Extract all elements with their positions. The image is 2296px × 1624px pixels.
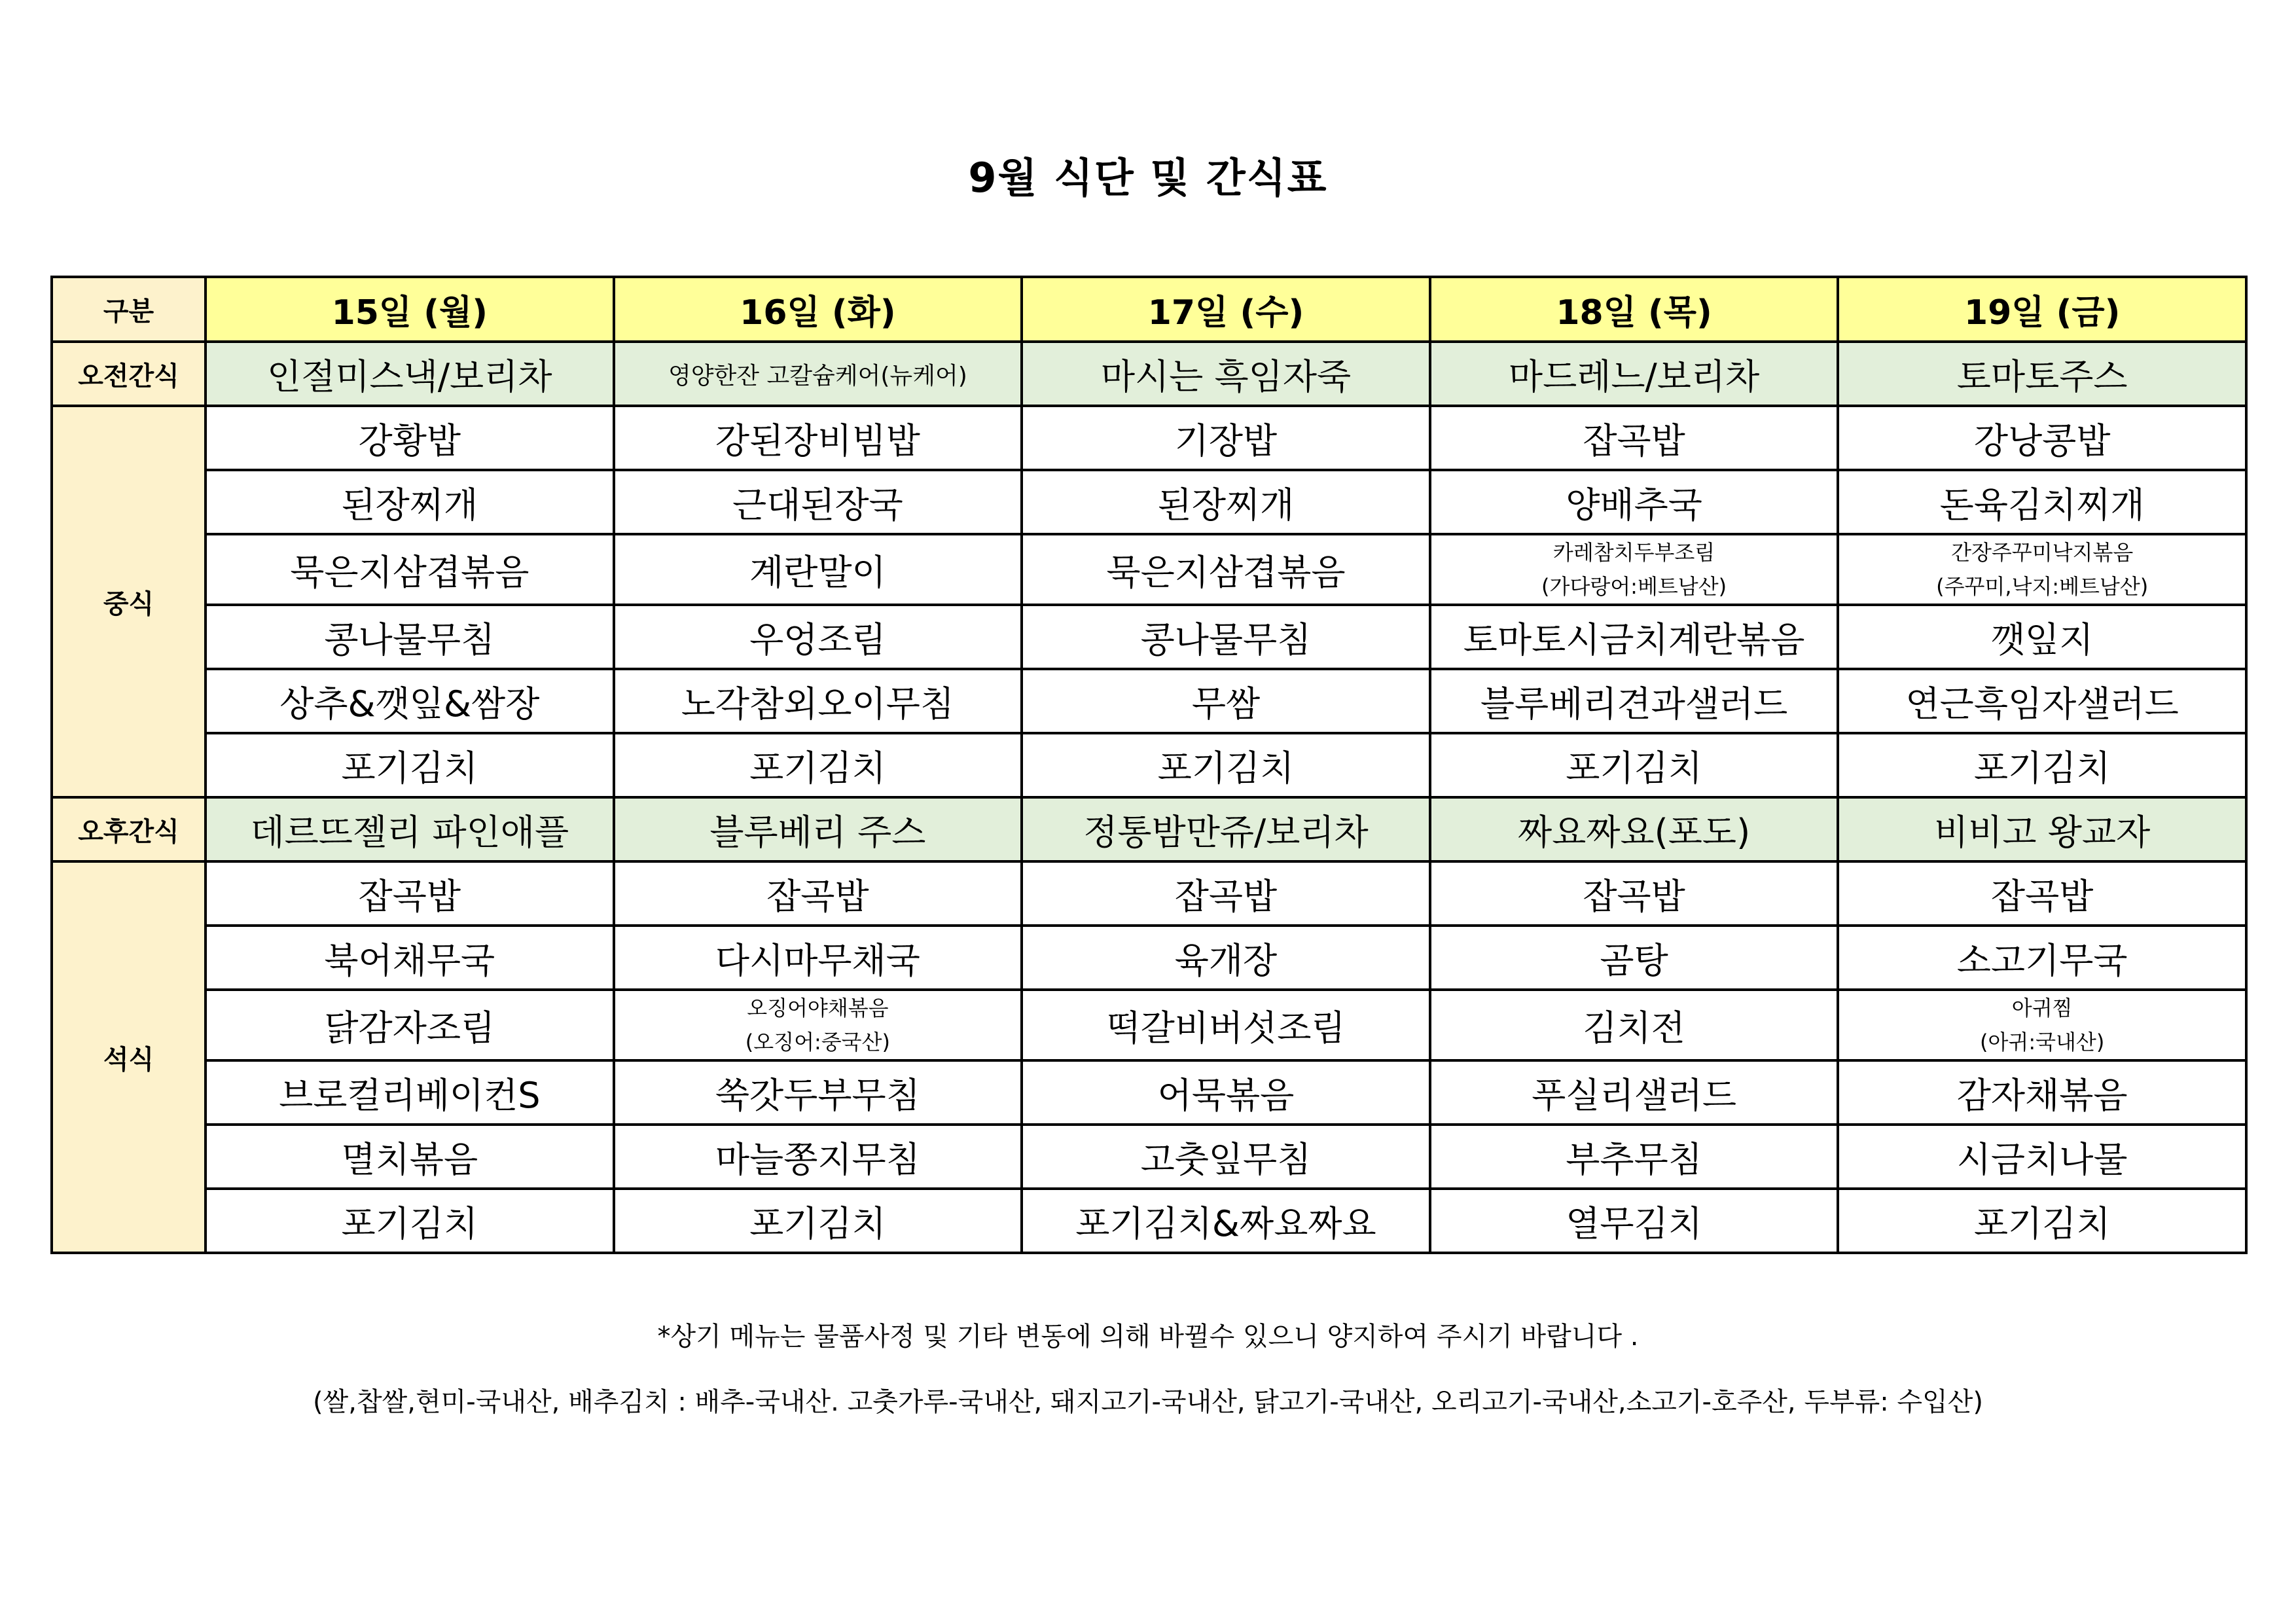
menu-cell: 닭감자조림 — [206, 990, 614, 1060]
menu-cell: 육개장 — [1022, 926, 1430, 990]
dinner-row — [52, 861, 2246, 926]
day-header-wed: 17일 (수) — [1022, 277, 1430, 342]
menu-cell: 포기김치&짜요짜요 — [1022, 1189, 1430, 1253]
origin-note: (주꾸미,낙지:베트남산) — [1936, 574, 2149, 599]
dinner-row — [52, 990, 2246, 1060]
lunch-row — [52, 669, 2246, 733]
menu-cell: 다시마무채국 — [614, 926, 1022, 990]
menu-cell: 강황밥 — [206, 406, 614, 470]
menu-cell: 포기김치 — [1430, 733, 1839, 797]
menu-cell: 데르뜨젤리 파인애플 — [206, 797, 614, 861]
menu-cell: 잡곡밥 — [1022, 861, 1430, 926]
menu-cell: 고춧잎무침 — [1022, 1125, 1430, 1189]
menu-cell: 멸치볶음 — [206, 1125, 614, 1189]
dinner-row — [52, 1125, 2246, 1189]
menu-cell: 우엉조림 — [614, 605, 1022, 669]
menu-cell: 잡곡밥 — [1838, 861, 2246, 926]
header-row — [52, 277, 2246, 342]
menu-cell: 김치전 — [1430, 990, 1839, 1060]
menu-cell: 포기김치 — [1838, 1189, 2246, 1253]
menu-cell: 푸실리샐러드 — [1430, 1060, 1839, 1125]
header-label: 구분 — [52, 277, 206, 342]
menu-cell: 포기김치 — [1838, 733, 2246, 797]
menu-cell: 마시는 흑임자죽 — [1022, 342, 1430, 406]
menu-cell: 묵은지삼겹볶음 — [1022, 534, 1430, 605]
menu-cell: 쑥갓두부무침 — [614, 1060, 1022, 1125]
menu-cell: 정통밤만쥬/보리차 — [1022, 797, 1430, 861]
menu-cell: 돈육김치찌개 — [1838, 470, 2246, 534]
lunch-row — [52, 406, 2246, 470]
menu-cell: 깻잎지 — [1838, 605, 2246, 669]
lunch-row — [52, 605, 2246, 669]
menu-cell: 기장밥 — [1022, 406, 1430, 470]
menu-cell: 포기김치 — [206, 733, 614, 797]
menu-cell: 콩나물무침 — [206, 605, 614, 669]
day-header-fri: 19일 (금) — [1838, 277, 2246, 342]
menu-cell: 근대된장국 — [614, 470, 1022, 534]
menu-item-name: 간장주꾸미낙지볶음 — [1951, 540, 2134, 565]
menu-cell: 강된장비빔밥 — [614, 406, 1022, 470]
menu-item-name: 오징어야채볶음 — [747, 996, 889, 1020]
menu-cell: 인절미스낵/보리차 — [206, 342, 614, 406]
menu-cell: 무쌈 — [1022, 669, 1430, 733]
menu-cell: 묵은지삼겹볶음 — [206, 534, 614, 605]
menu-cell: 강낭콩밥 — [1838, 406, 2246, 470]
lunch-label: 중식 — [52, 406, 206, 797]
menu-cell: 포기김치 — [614, 1189, 1022, 1253]
menu-cell: 비비고 왕교자 — [1838, 797, 2246, 861]
menu-cell-with-origin — [1430, 534, 1839, 605]
menu-table — [50, 276, 2248, 1254]
menu-cell: 콩나물무침 — [1022, 605, 1430, 669]
menu-cell: 어묵볶음 — [1022, 1060, 1430, 1125]
day-header-thu: 18일 (목) — [1430, 277, 1839, 342]
menu-cell: 떡갈비버섯조림 — [1022, 990, 1430, 1060]
menu-cell: 포기김치 — [614, 733, 1022, 797]
day-header-tue: 16일 (화) — [614, 277, 1022, 342]
dinner-label: 석식 — [52, 861, 206, 1253]
menu-cell: 영양한잔 고칼슘케어(뉴케어) — [614, 342, 1022, 406]
menu-cell: 된장찌개 — [1022, 470, 1430, 534]
menu-cell: 된장찌개 — [206, 470, 614, 534]
afternoon-snack-label: 오후간식 — [52, 797, 206, 861]
menu-cell: 부추무침 — [1430, 1125, 1839, 1189]
dinner-row — [52, 1060, 2246, 1125]
page-title: 9월 식단 및 간식표 — [968, 154, 1328, 202]
origin-note: (아귀:국내산) — [1980, 1030, 2105, 1055]
lunch-row — [52, 534, 2246, 605]
menu-item-name: 아귀찜 — [2011, 996, 2073, 1020]
menu-cell-with-origin — [614, 990, 1022, 1060]
menu-change-notice: *상기 메뉴는 물품사정 및 기타 변동에 의해 바뀔수 있으니 양지하여 주시기 바랍니다 . — [657, 1322, 1639, 1352]
menu-cell: 감자채볶음 — [1838, 1060, 2246, 1125]
menu-cell: 연근흑임자샐러드 — [1838, 669, 2246, 733]
menu-cell: 블루베리 주스 — [614, 797, 1022, 861]
day-header-mon: 15일 (월) — [206, 277, 614, 342]
menu-cell: 포기김치 — [1022, 733, 1430, 797]
menu-cell: 블루베리견과샐러드 — [1430, 669, 1839, 733]
menu-cell: 소고기무국 — [1838, 926, 2246, 990]
menu-cell: 노각참외오이무침 — [614, 669, 1022, 733]
afternoon-snack-row — [52, 797, 2246, 861]
dinner-row — [52, 926, 2246, 990]
menu-cell: 토마토주스 — [1838, 342, 2246, 406]
menu-cell: 잡곡밥 — [1430, 406, 1839, 470]
origin-note: (가다랑어:베트남산) — [1541, 574, 1727, 599]
menu-cell: 짜요짜요(포도) — [1430, 797, 1839, 861]
lunch-row — [52, 470, 2246, 534]
menu-cell: 잡곡밥 — [1430, 861, 1839, 926]
menu-cell: 열무김치 — [1430, 1189, 1839, 1253]
lunch-row — [52, 733, 2246, 797]
menu-cell: 계란말이 — [614, 534, 1022, 605]
menu-cell-with-origin — [1838, 534, 2246, 605]
menu-cell-with-origin — [1838, 990, 2246, 1060]
menu-cell: 시금치나물 — [1838, 1125, 2246, 1189]
menu-cell: 마늘쫑지무침 — [614, 1125, 1022, 1189]
menu-item-name: 카레참치두부조림 — [1552, 540, 1715, 565]
menu-cell: 잡곡밥 — [206, 861, 614, 926]
origin-notice: (쌀,찹쌀,현미-국내산, 배추김치 : 배추-국내산. 고춧가루-국내산, 돼지고기-국내산, 닭고기-국내산, 오리고기-국내산,소고기-호주산, 두부류: 수입산) — [313, 1387, 1983, 1417]
menu-cell: 잡곡밥 — [614, 861, 1022, 926]
menu-cell: 양배추국 — [1430, 470, 1839, 534]
menu-cell: 포기김치 — [206, 1189, 614, 1253]
menu-cell: 곰탕 — [1430, 926, 1839, 990]
origin-note: (오징어:중국산) — [745, 1030, 890, 1055]
menu-cell: 북어채무국 — [206, 926, 614, 990]
morning-snack-label: 오전간식 — [52, 342, 206, 406]
morning-snack-row — [52, 342, 2246, 406]
menu-cell: 브로컬리베이컨S — [206, 1060, 614, 1125]
dinner-row — [52, 1189, 2246, 1253]
menu-cell: 토마토시금치계란볶음 — [1430, 605, 1839, 669]
menu-cell: 상추&깻잎&쌈장 — [206, 669, 614, 733]
menu-cell: 마드레느/보리차 — [1430, 342, 1839, 406]
